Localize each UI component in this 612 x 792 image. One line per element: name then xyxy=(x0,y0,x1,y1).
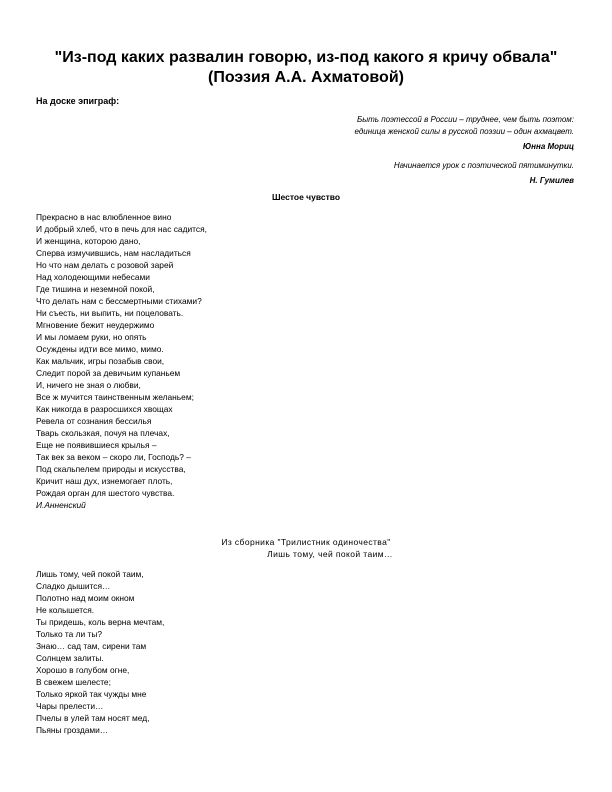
poem-line: И, ничего не зная о любви, xyxy=(36,380,141,390)
poem-title: Шестое чувство xyxy=(271,192,341,202)
poem-line: Только яркой так чужды мне xyxy=(36,689,147,699)
poem-line: Прекрасно в нас влюбленное вино xyxy=(36,212,172,222)
poem-line: Под скальпелем природы и искусства, xyxy=(36,464,186,474)
poem-line: Сладко дышится… xyxy=(36,581,111,591)
collection-subtitle: Лишь тому, чей покой таим… xyxy=(267,549,393,559)
poem-line: Ни съесть, ни выпить, ни поцеловать. xyxy=(36,308,184,318)
poem-line: Пьяны гроздами… xyxy=(36,725,109,735)
poem-line: Ревела от сознания бессилья xyxy=(36,416,152,426)
epigraph-line: Быть поэтессой в России – труднее, чем быть поэтом: xyxy=(357,115,574,124)
poem-line: Солнцем залиты. xyxy=(36,653,104,663)
page-title: "Из-под каких развалин говорю, из-под какого я кричу обвала" (Поэзия А.А. Ахматовой) xyxy=(54,49,558,86)
poem-line: Чары прелести… xyxy=(36,701,104,711)
poem-line: Сперва измучившись, нам насладиться xyxy=(36,248,191,258)
poem-line: Знаю… сад там, сирени там xyxy=(36,641,147,651)
poem-sixth-sense xyxy=(36,211,207,511)
poem-line: В свежем шелесте; xyxy=(36,677,111,687)
epigraph-line: единица женской силы в русской поэзии – один ахмацвет. xyxy=(354,127,574,136)
poem-line: Как никогда в разросшихся хвощах xyxy=(36,404,173,414)
poem-line: Как мальчик, игры позабыв свои, xyxy=(36,356,165,366)
poem-line: Еще не появившиеся крылья – xyxy=(36,440,157,450)
epigraph-moritz xyxy=(355,114,575,153)
poem-line: Не колышется. xyxy=(36,605,95,615)
poem-line: Полотно над моим окном xyxy=(36,593,135,603)
poem-line: Следит порой за девичьим купаньем xyxy=(36,368,181,378)
poem-line: Тварь скользкая, почуя на плечах, xyxy=(36,428,170,438)
board-label: На доске эпиграф: xyxy=(36,96,120,106)
poem-line: Над холодеющими небесами xyxy=(36,272,150,282)
poem-line: Мгновение бежит неудержимо xyxy=(36,320,155,330)
epigraph-gumilev xyxy=(394,160,574,187)
poem-line: Только та ли ты? xyxy=(36,629,103,639)
collection-heading xyxy=(0,536,612,560)
poem-line: Пчелы в улей там носят мед, xyxy=(36,713,150,723)
collection-title: Из сборника "Трилистник одиночества" xyxy=(221,537,391,547)
poem-line: Ты придешь, коль верна мечтам, xyxy=(36,617,165,627)
poem-line: И добрый хлеб, что в печь для нас садится, xyxy=(36,224,207,234)
poem-line: Рождая орган для шестого чувства. xyxy=(36,488,175,498)
poem-line: И женщина, которою дано, xyxy=(36,236,141,246)
epigraph-line: Начинается урок с поэтической пятиминутки. xyxy=(393,161,574,170)
poem-line: Так век за веком – скоро ли, Господь? – xyxy=(36,452,191,462)
poem-only-to-him xyxy=(36,568,164,736)
poem-line: Все ж мучится таинственным желаньем; xyxy=(36,392,194,402)
epigraph-author: Юнна Мориц xyxy=(522,142,574,151)
poem-line: Осуждены идти все мимо, мимо. xyxy=(36,344,164,354)
poem-line: Хорошо в голубом огне, xyxy=(36,665,130,675)
epigraph-author: Н. Гумилев xyxy=(529,176,574,185)
poem-line: Где тишина и неземной покой, xyxy=(36,284,155,294)
poem-line: Кричит наш дух, изнемогает плоть, xyxy=(36,476,173,486)
poem-line: Но что нам делать с розовой зарей xyxy=(36,260,174,270)
poem-line: Лишь тому, чей покой таим, xyxy=(36,569,144,579)
poem-line: Что делать нам с бессмертными стихами? xyxy=(36,296,202,306)
poem-author: И.Анненский xyxy=(36,500,86,510)
poem-line: И мы ломаем руки, но опять xyxy=(36,332,147,342)
